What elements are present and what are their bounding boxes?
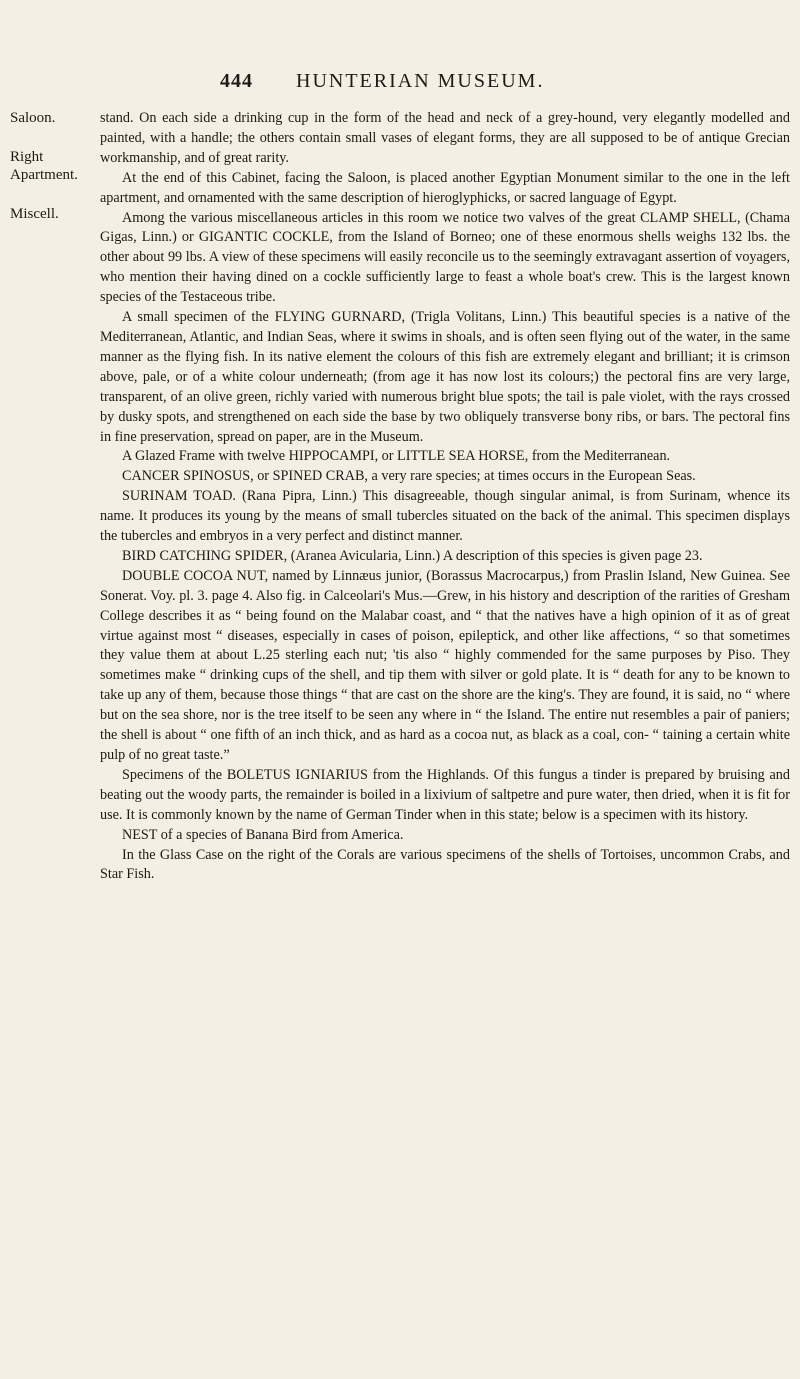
page-number: 444 [220, 70, 253, 92]
paragraph: NEST of a species of Banana Bird from America. [122, 826, 404, 843]
paragraph: BIRD CATCHING SPIDER, (Aranea Avicularia, Linn.) A description of this species is given page 23. [122, 547, 703, 564]
paragraph: In the Glass Case on the right of the Corals are various specimens of the shells of Tortoises, uncommon Crabs, and Star Fish. [100, 846, 790, 883]
running-title: HUNTERIAN MUSEUM. [296, 70, 545, 92]
paragraph: DOUBLE COCOA NUT, named by Linnæus junior, (Borassus Macrocarpus,) from Praslin Island, New Guinea. See Sonerat. Voy. pl. 3. page 4. Also fig. in Calceolari's Mus.—Grew, in his history and description of the rarities of Gresham College describes it as “ being found on the Malabar coast, and “ that the natives have a high opinion of it as of great virtue against most “ diseases, especially in cases of poison, epileptick, and other like affections, “ so that sometimes they value them at about L.25 sterling each nut; 'tis also “ highly commended for the same purposes by Piso. They sometimes make “ drinking cups of the shell, and tip them with silver or gold plate. It is “ death for any to be known to take up any of them, because those things “ that are cast on the shore are the king's. They are found, it is said, no “ where but on the sea shore, nor is the tree itself to be seen any where in “ the Island. The entire nut resembles a pair of paniers; the shell is about “ one fifth of an inch thick, and as hard as a cocoa nut, as black as a coal, con- “ taining a certain white pulp of no great taste.” [100, 567, 790, 763]
paragraph: A small specimen of the FLYING GURNARD, (Trigla Volitans, Linn.) This beautiful species is a native of the Mediterranean, Atlantic, and Indian Seas, where it swims in shoals, and is often seen flying out of the water, in the same manner as the flying fish. In its native element the colours of this fish are extremely elegant and brilliant; it is crimson above, pale, or of a white colour underneath; (from age it has now lost its colours;) the pectoral fins are very large, transparent, of an olive green, richly varied with numerous bright blue spots; the tail is pale violet, with the rays crossed by dusky spots, and strengthened on each side the base by two obliquely transverse bony ribs, or bars. The pectoral fins in fine preservation, spread on paper, are in the Museum. [100, 309, 790, 445]
paragraph: A Glazed Frame with twelve HIPPOCAMPI, or LITTLE SEA HORSE, from the Mediterranean. [122, 448, 671, 465]
paragraph: SURINAM TOAD. (Rana Pipra, Linn.) This disagreeable, though singular animal, is from Surinam, whence its name. It produces its young by the means of small tubercles situated on the back of the animal. This specimen displays the tubercles and embryos in a very perfect and distinct manner. [100, 488, 790, 545]
sidenote-right-apartment: Right Apartment. [10, 149, 78, 183]
paragraph: Specimens of the BOLETUS IGNIARIUS from the Highlands. Of this fungus a tinder is prepared by bruising and beating out the woody parts, the remainder is boiled in a lixivium of saltpetre and pure water, then dried, when it is fit for use. It is commonly known by the name of German Tinder when in this state; below is a specimen with its history. [100, 766, 790, 823]
page-header [220, 70, 740, 93]
sidenote-miscellaneous: Miscell. [10, 205, 59, 222]
margin-notes [10, 110, 90, 245]
sidenote-saloon: Saloon. [10, 110, 56, 126]
paragraph: CANCER SPINOSUS, or SPINED CRAB, a very rare species; at times occurs in the European Seas. [122, 468, 696, 485]
paragraph: At the end of this Cabinet, facing the Saloon, is placed another Egyptian Monument similar to the one in the left apartment, and ornamented with the same description of hieroglyphicks, or sacred language of Egypt. [100, 169, 790, 206]
paragraph: Among the various miscellaneous articles in this room we notice two valves of the great CLAMP SHELL, (Chama Gigas, Linn.) or GIGANTIC COCKLE, from the Island of Borneo; one of these enormous shells weighs 132 lbs. the other about 99 lbs. A view of these specimens will easily reconcile us to the seemingly extravagant assertion of voyagers, who mention their having dined on a cockle sufficiently large to feast a whole boat's crew. This is the largest known species of the Testaceous tribe. [100, 209, 790, 306]
body-text [100, 109, 790, 885]
paragraph: stand. On each side a drinking cup in the form of the head and neck of a grey-hound, very elegantly modelled and painted, with a handle; the others contain small vases of elegant forms, they are all supposed to be of antique Grecian workmanship, and of great rarity. [100, 110, 790, 166]
